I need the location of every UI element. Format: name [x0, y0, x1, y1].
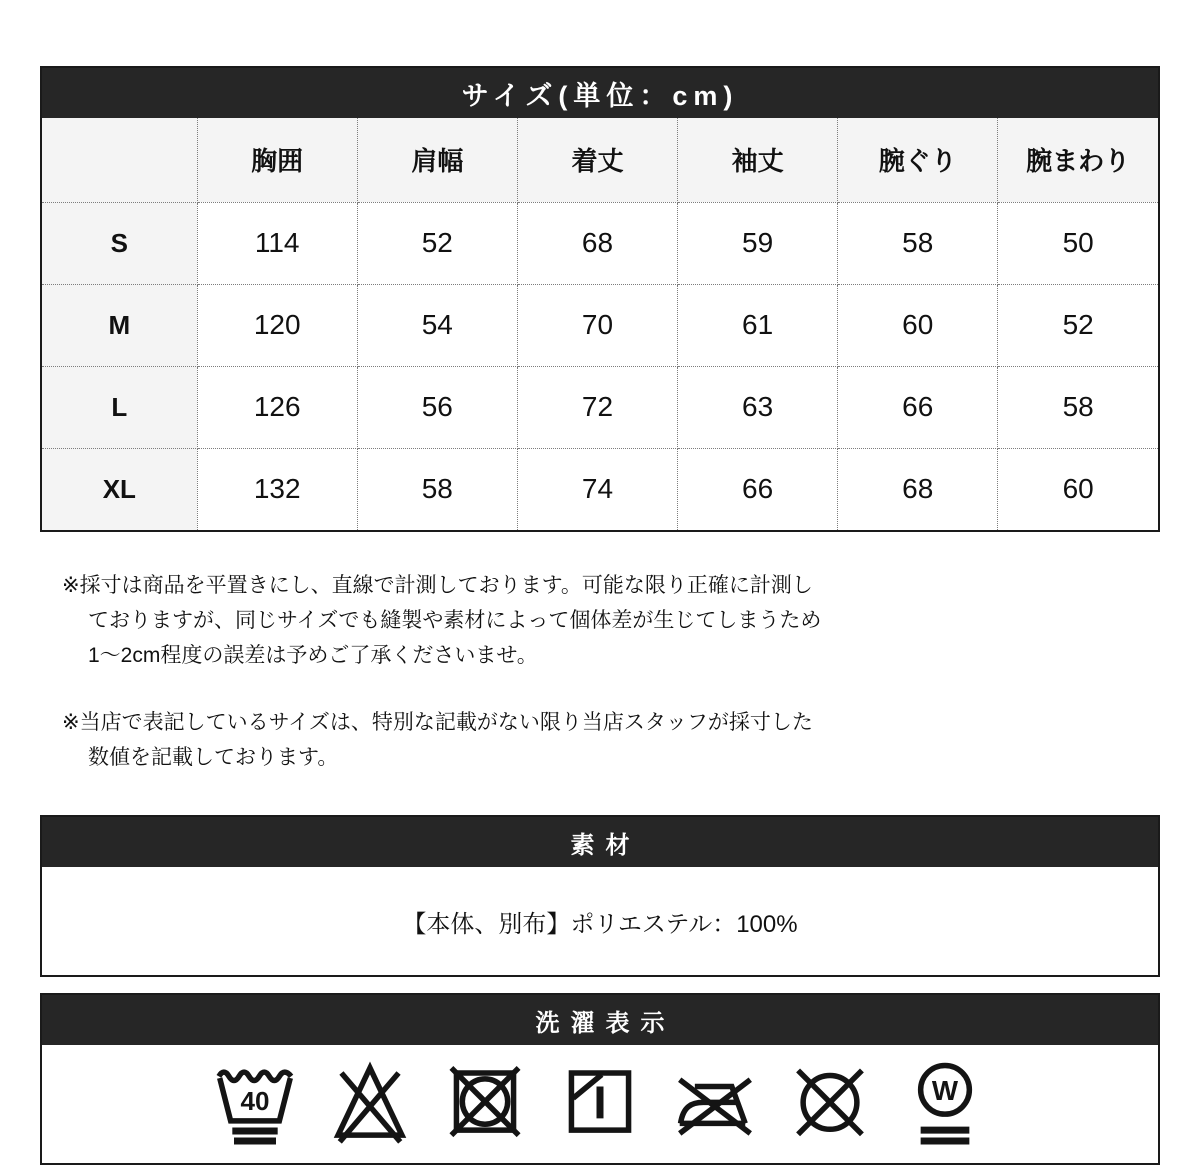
- table-row-xl: [42, 448, 1158, 530]
- do-not-tumble-dry-icon: [443, 1056, 527, 1153]
- cell-value: 70: [517, 284, 677, 366]
- cell-value: 61: [678, 284, 838, 366]
- laundry-section-title: 洗濯表示: [535, 1009, 676, 1037]
- cell-value: 132: [197, 448, 357, 530]
- laundry-section-header: [42, 995, 1158, 1045]
- cell-value: 126: [197, 366, 357, 448]
- table-row-m: [42, 284, 1158, 366]
- material-text: 【本体、別布】ポリエステル：100%: [402, 910, 798, 938]
- row-label: S: [42, 202, 197, 284]
- note-staff-measured: [40, 705, 1160, 775]
- note-line: ※採寸は商品を平置きにし、直線で計測しております。可能な限り正確に計測し: [62, 574, 813, 597]
- size-table-header-row: [42, 118, 1158, 202]
- size-section: [40, 66, 1160, 532]
- wet-clean-very-gentle-icon: [903, 1056, 987, 1153]
- table-row-l: [42, 366, 1158, 448]
- note-line: 数値を記載しております。: [88, 746, 339, 769]
- do-not-dry-clean-icon: [788, 1056, 872, 1153]
- column-header-armhole: 腕ぐり: [838, 118, 998, 202]
- do-not-bleach-icon: [328, 1056, 412, 1153]
- cell-value: 114: [197, 202, 357, 284]
- row-label: XL: [42, 448, 197, 530]
- size-section-title: サイズ(単位：cm): [461, 80, 739, 111]
- svg-text:W: W: [931, 1074, 959, 1106]
- do-not-iron-icon: [673, 1056, 757, 1153]
- cell-value: 68: [517, 202, 677, 284]
- cell-value: 52: [998, 284, 1158, 366]
- cell-value: 66: [838, 366, 998, 448]
- cell-value: 58: [838, 202, 998, 284]
- cell-value: 58: [357, 448, 517, 530]
- table-row-s: [42, 202, 1158, 284]
- cell-value: 120: [197, 284, 357, 366]
- column-header-shoulder: 肩幅: [357, 118, 517, 202]
- measurement-notes: [40, 568, 1160, 775]
- laundry-section: [40, 993, 1160, 1165]
- care-symbols-row: [42, 1045, 1158, 1163]
- column-header-arm-circumference: 腕まわり: [998, 118, 1158, 202]
- note-measurement-method: [40, 568, 1160, 673]
- size-table-corner-cell: [42, 118, 197, 202]
- cell-value: 59: [678, 202, 838, 284]
- note-line: ておりますが、同じサイズでも縫製や素材によって個体差が生じてしまうため: [88, 609, 822, 632]
- cell-value: 68: [838, 448, 998, 530]
- cell-value: 50: [998, 202, 1158, 284]
- size-table: [42, 118, 1158, 530]
- wash-40-gentle-icon: [213, 1056, 297, 1153]
- material-section-title: 素材: [570, 831, 641, 859]
- material-section: [40, 815, 1160, 977]
- cell-value: 60: [838, 284, 998, 366]
- cell-value: 63: [678, 366, 838, 448]
- cell-value: 60: [998, 448, 1158, 530]
- cell-value: 56: [357, 366, 517, 448]
- note-line: 1〜2cm程度の誤差は予めご了承くださいませ。: [88, 644, 538, 667]
- cell-value: 72: [517, 366, 677, 448]
- column-header-chest: 胸囲: [197, 118, 357, 202]
- note-line: ※当店で表記しているサイズは、特別な記載がない限り当店スタッフが採寸した: [62, 711, 813, 734]
- row-label: L: [42, 366, 197, 448]
- cell-value: 54: [357, 284, 517, 366]
- cell-value: 66: [678, 448, 838, 530]
- cell-value: 74: [517, 448, 677, 530]
- svg-text:40: 40: [240, 1085, 270, 1116]
- material-content: [42, 867, 1158, 975]
- column-header-sleeve: 袖丈: [678, 118, 838, 202]
- cell-value: 58: [998, 366, 1158, 448]
- material-section-header: [42, 817, 1158, 867]
- column-header-length: 着丈: [517, 118, 677, 202]
- size-section-header: [42, 68, 1158, 118]
- cell-value: 52: [357, 202, 517, 284]
- line-dry-in-shade-icon: [558, 1056, 642, 1153]
- row-label: M: [42, 284, 197, 366]
